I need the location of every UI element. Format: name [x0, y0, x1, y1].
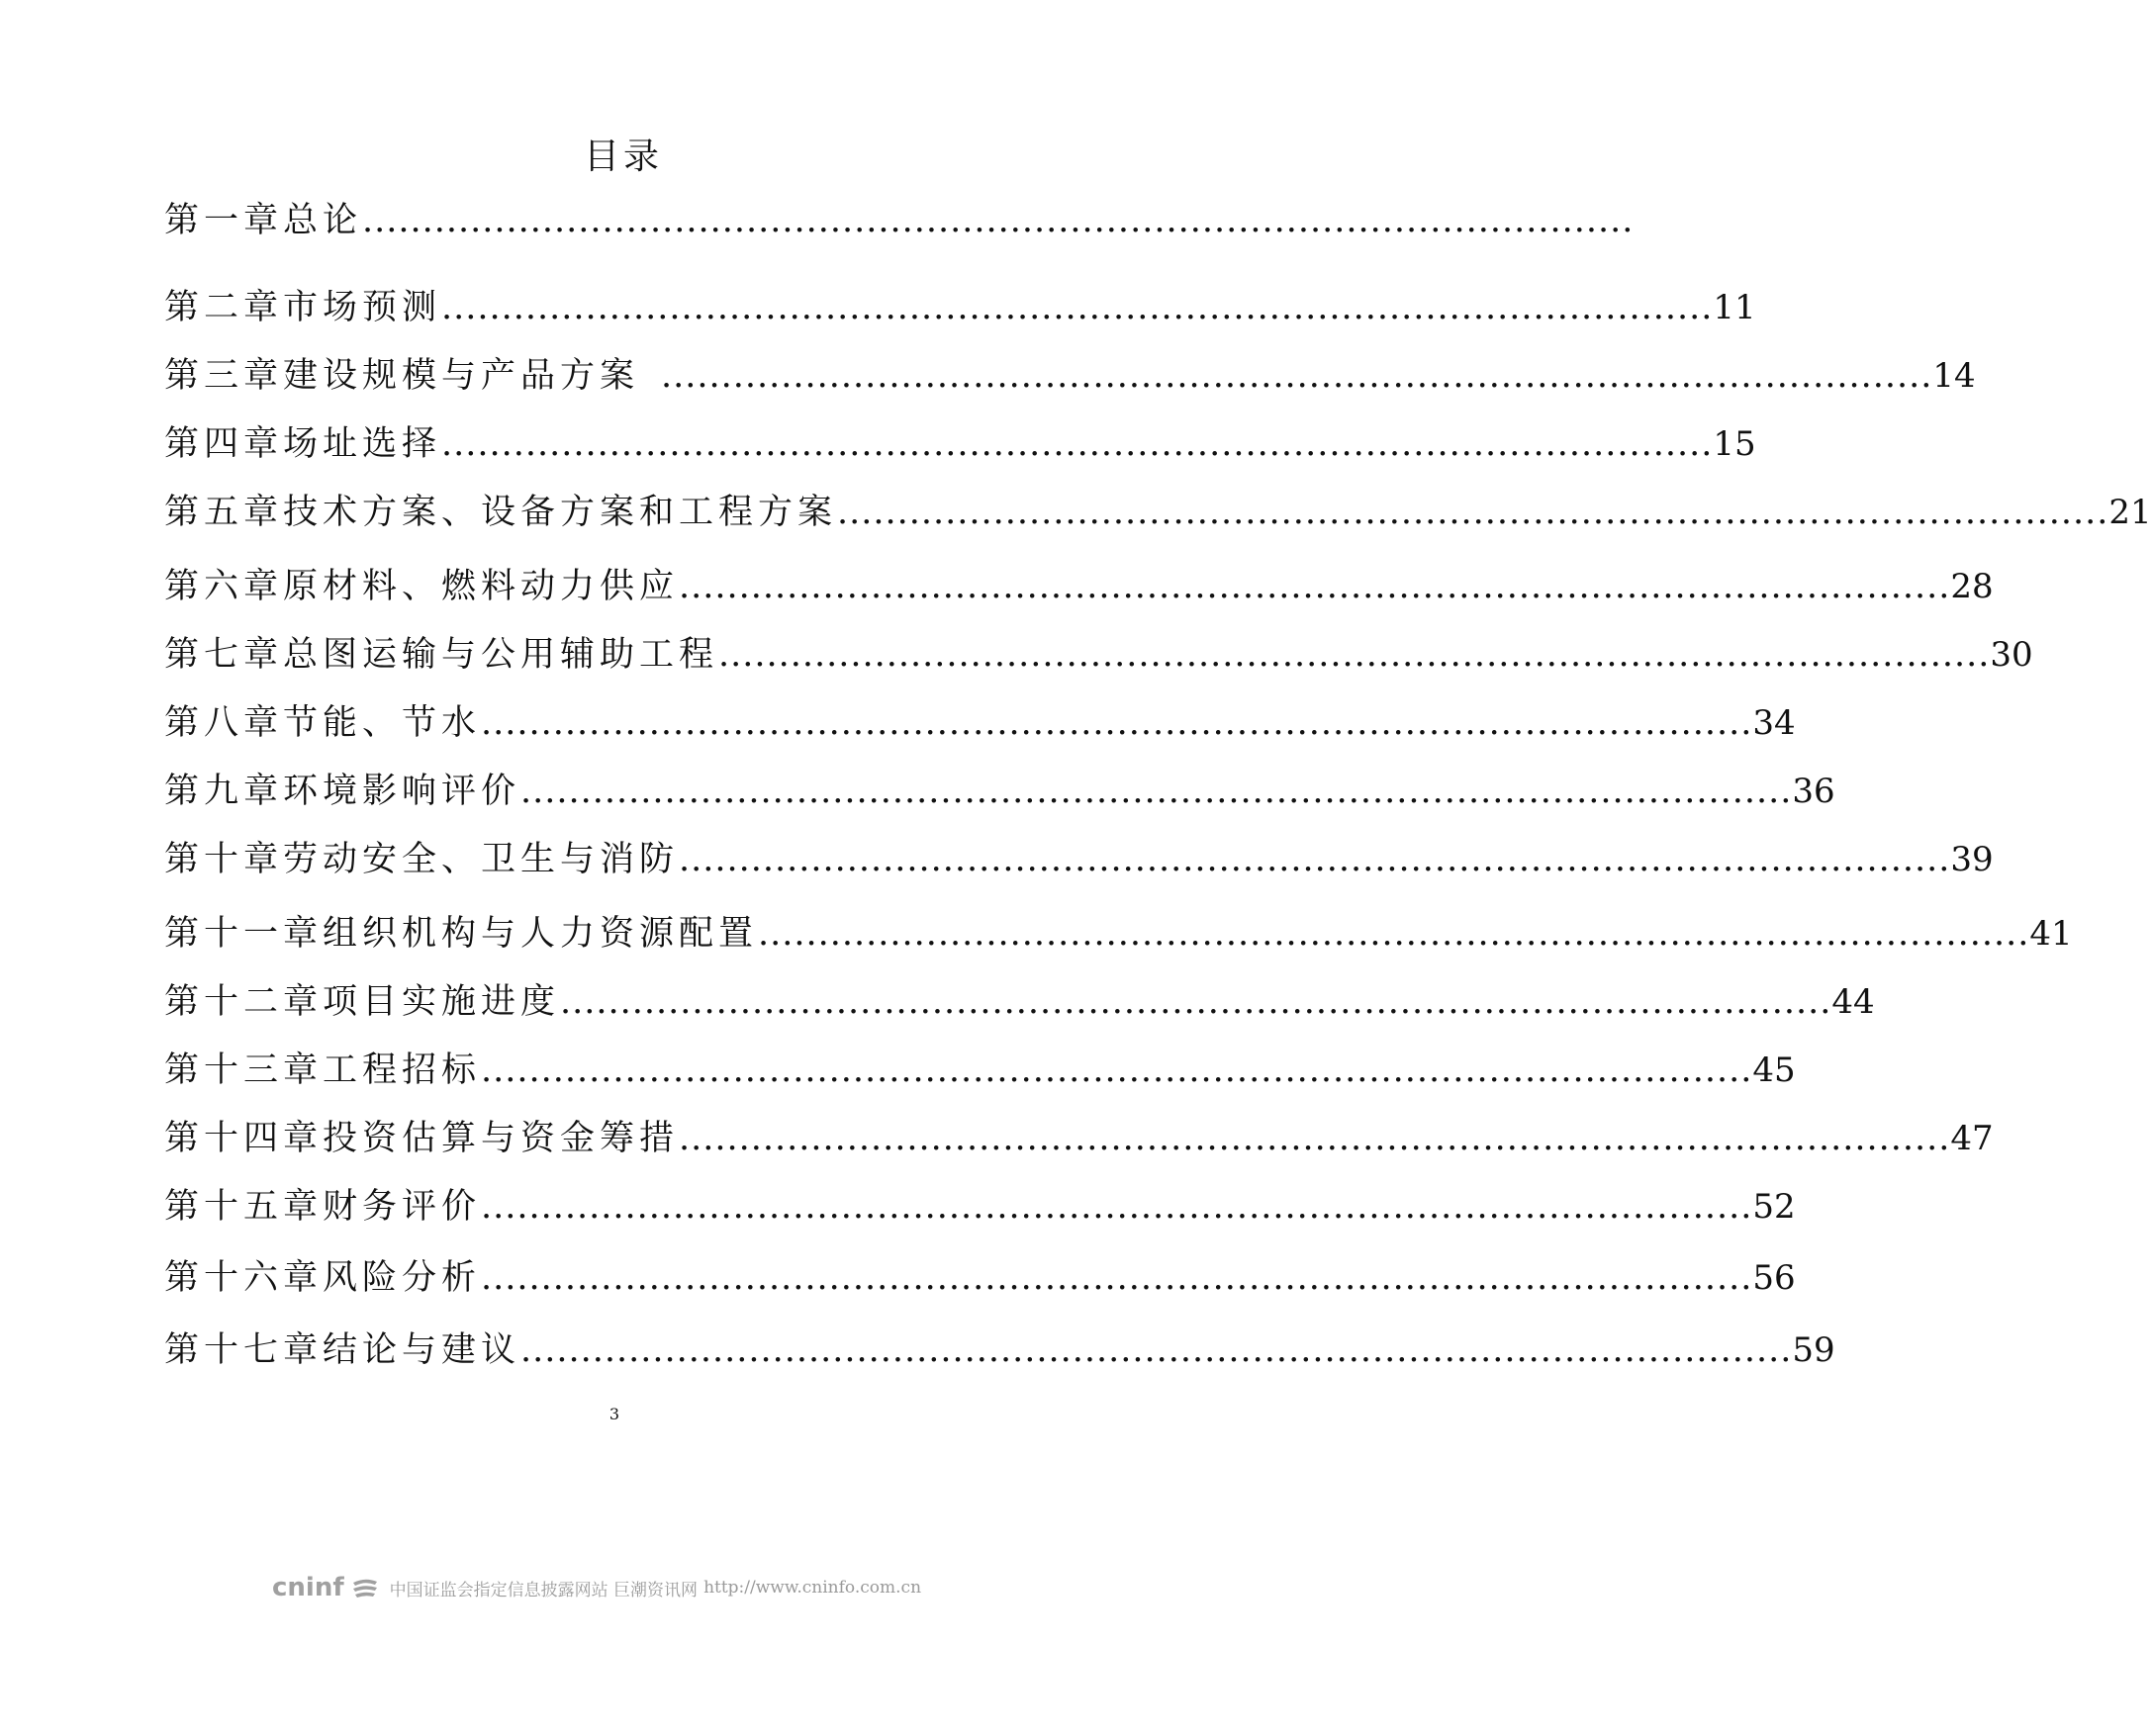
- toc-name: 项目实施进度: [323, 982, 561, 1022]
- toc-name: 投资估算与资金筹措: [323, 1119, 680, 1158]
- toc-page: 39: [1950, 840, 1994, 879]
- toc-row: [164, 280, 1756, 327]
- toc-page: 44: [1831, 982, 1875, 1022]
- toc-row: [164, 695, 1796, 743]
- toc-chapter: 第十六章: [164, 1258, 324, 1298]
- toc-row: [164, 1111, 1994, 1158]
- toc-dots: ..........................................................................................................: [758, 914, 2030, 954]
- toc-name: 原材料、燃料动力供应: [283, 567, 680, 606]
- footer: [272, 1573, 927, 1602]
- toc-row: [164, 764, 1835, 811]
- toc-chapter: 第四章: [164, 424, 284, 464]
- toc-chapter: 第十七章: [164, 1330, 324, 1370]
- toc-row: [164, 1250, 1796, 1298]
- cninf-logo: cninf: [272, 1573, 344, 1602]
- toc-row: [164, 559, 1994, 606]
- toc-row: [164, 906, 2073, 954]
- toc-dots: ..........................................................................................................: [481, 1051, 1753, 1090]
- toc-page: 15: [1713, 424, 1756, 464]
- toc-name: 劳动安全、卫生与消防: [283, 840, 680, 879]
- toc-dots: ..........................................................................................................: [837, 493, 2109, 532]
- toc-row: [164, 193, 1635, 240]
- toc-name: 总论: [283, 201, 363, 240]
- toc-name: 场址选择: [283, 424, 442, 464]
- toc-name: 市场预测: [283, 288, 442, 327]
- toc-row: [164, 348, 1976, 396]
- toc-row: [164, 1179, 1796, 1227]
- toc-dots: ..........................................................................................................: [481, 1187, 1753, 1227]
- toc-chapter: 第二章: [164, 288, 284, 327]
- toc-dots: ..........................................................................................................: [560, 982, 1832, 1022]
- toc-row: [164, 832, 1994, 879]
- toc-dots: ..........................................................................................................: [679, 840, 1951, 879]
- toc-dots: ..........................................................................................................: [441, 424, 1714, 464]
- toc-name: 总图运输与公用辅助工程: [283, 635, 719, 675]
- toc-chapter: 第十五章: [164, 1187, 324, 1227]
- toc-chapter: 第五章: [164, 493, 284, 532]
- toc-row: [164, 416, 1756, 464]
- toc-dots: ..........................................................................................................: [679, 567, 1951, 606]
- toc-chapter: 第七章: [164, 635, 284, 675]
- toc-row: [164, 974, 1875, 1022]
- toc-chapter: 第十一章: [164, 914, 324, 954]
- toc-dots: ..........................................................................................................: [481, 1258, 1753, 1298]
- toc-page: 28: [1950, 567, 1994, 606]
- toc-dots: ..........................................................................................................: [362, 201, 1635, 240]
- toc-page: 56: [1752, 1258, 1796, 1298]
- toc-page: 34: [1752, 703, 1796, 743]
- toc-page: 14: [1932, 356, 1976, 396]
- toc-page: 41: [2029, 914, 2073, 954]
- toc-page: 11: [1713, 288, 1756, 327]
- toc-chapter: 第一章: [164, 201, 284, 240]
- footer-url[interactable]: http://www.cninfo.com.cn: [703, 1578, 922, 1598]
- toc-dots: ..........................................................................................................: [520, 1330, 1793, 1370]
- toc-page: 47: [1950, 1119, 1994, 1158]
- toc-dots: ..........................................................................................................: [661, 356, 1933, 396]
- toc-chapter: 第十二章: [164, 982, 324, 1022]
- toc-row: [164, 627, 2033, 675]
- toc-name: 结论与建议: [323, 1330, 521, 1370]
- toc-dots: ..........................................................................................................: [520, 772, 1793, 811]
- toc-page: 59: [1792, 1330, 1835, 1370]
- toc-name: 建设规模与产品方案: [283, 356, 640, 396]
- toc-row: [164, 485, 2152, 532]
- toc-chapter: 第十章: [164, 840, 284, 879]
- toc-page: 30: [1990, 635, 2033, 675]
- toc-name: 财务评价: [323, 1187, 482, 1227]
- toc-chapter: 第十四章: [164, 1119, 324, 1158]
- toc-row: [164, 1043, 1796, 1090]
- toc-name: 风险分析: [323, 1258, 482, 1298]
- toc-title: 目录: [583, 137, 663, 177]
- toc-chapter: 第六章: [164, 567, 284, 606]
- toc-chapter: 第九章: [164, 772, 284, 811]
- toc-dots: ..........................................................................................................: [679, 1119, 1951, 1158]
- toc-page: 36: [1792, 772, 1835, 811]
- toc-page: 21: [2108, 493, 2152, 532]
- footer-site-text: 中国证监会指定信息披露网站 巨潮资讯网: [389, 1580, 699, 1600]
- toc-dots: ..........................................................................................................: [441, 288, 1714, 327]
- page-number: 3: [608, 1405, 620, 1423]
- toc-row: [164, 1323, 1835, 1370]
- toc-page: 45: [1752, 1051, 1796, 1090]
- toc-dots: ..........................................................................................................: [718, 635, 1991, 675]
- toc-chapter: 第十三章: [164, 1051, 324, 1090]
- toc-name: 工程招标: [323, 1051, 482, 1090]
- toc-page: 52: [1752, 1187, 1796, 1227]
- toc-name: 节能、节水: [283, 703, 482, 743]
- toc-name: 组织机构与人力资源配置: [323, 914, 759, 954]
- toc-chapter: 第八章: [164, 703, 284, 743]
- toc-chapter: 第三章: [164, 356, 284, 396]
- toc-name: 技术方案、设备方案和工程方案: [283, 493, 838, 532]
- toc-name: 环境影响评价: [283, 772, 521, 811]
- toc-dots: ..........................................................................................................: [481, 703, 1753, 743]
- cninf-logo-icon: [350, 1577, 380, 1599]
